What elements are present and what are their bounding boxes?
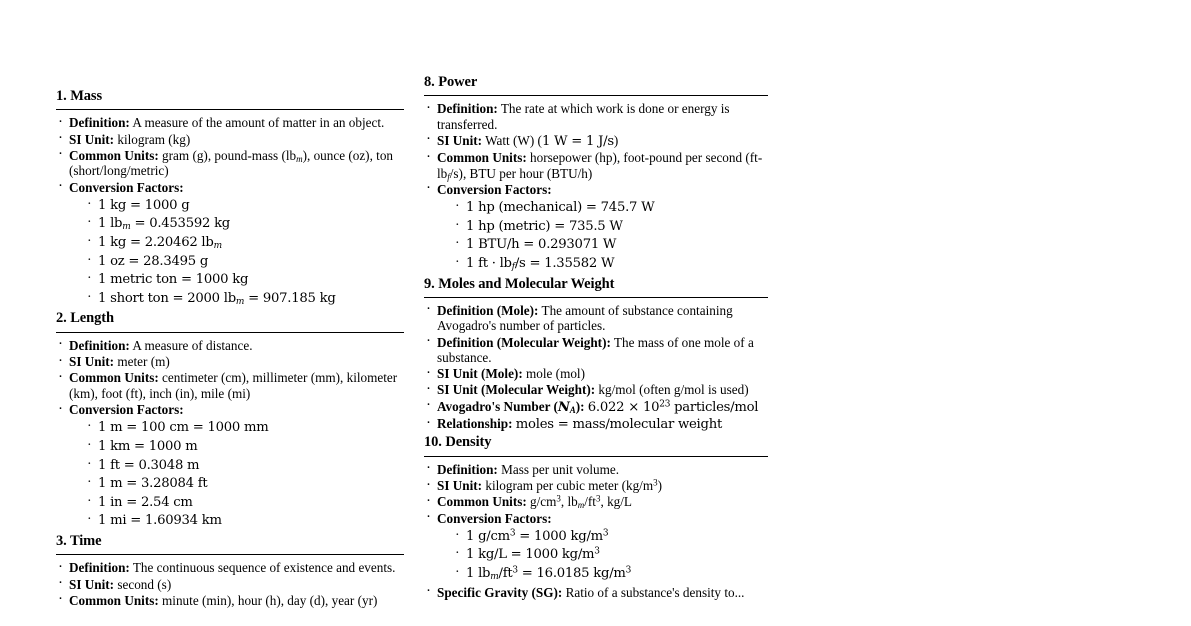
bullet-item xyxy=(424,585,768,600)
right-column xyxy=(424,74,768,602)
conversion-item: · 1 mi = 1.60934 km xyxy=(86,512,404,531)
bullet-item xyxy=(56,370,404,401)
bullet-item xyxy=(56,577,404,592)
left-column xyxy=(56,88,404,610)
bullet-item xyxy=(56,593,404,608)
section-length xyxy=(56,310,404,530)
bullet-item xyxy=(56,338,404,353)
bullet-text: moles = mass/molecular weight xyxy=(515,417,723,433)
conversion-item: · 1 in = 2.54 cm xyxy=(86,494,404,513)
bullet-item xyxy=(56,402,404,531)
bullet-item xyxy=(424,494,768,509)
section-bullet-list xyxy=(56,115,404,308)
bullet-label: Definition: xyxy=(69,337,130,353)
section-bullet-list xyxy=(56,560,404,608)
section-divider xyxy=(424,297,768,298)
section-divider xyxy=(424,456,768,457)
conversion-item: · 1 BTU/h = 0.293071 W xyxy=(454,236,768,255)
bullet-text: A measure of the amount of matter in an object. xyxy=(129,115,385,131)
section-divider xyxy=(56,332,404,333)
bullet-text: second (s) xyxy=(114,576,172,592)
section-moles xyxy=(424,276,768,433)
conversion-item: · 1 oz = 28.3495 g xyxy=(86,253,404,272)
bullet-text: $g/cm^3$, $lb_m/ft^3$, kg/L xyxy=(526,494,632,511)
conversion-list xyxy=(437,199,768,273)
section-divider xyxy=(56,109,404,110)
bullet-text: kilogram (kg) xyxy=(114,131,191,147)
section-divider xyxy=(56,554,404,555)
conversion-list xyxy=(69,197,404,309)
conversion-item: · 1 m = 3.28084 ft xyxy=(86,475,404,494)
bullet-item xyxy=(424,399,768,415)
conversion-item: · 1 $lb_m = 0.453592$ kg xyxy=(86,215,404,234)
bullet-item xyxy=(56,132,404,147)
conversion-list xyxy=(437,528,768,584)
conversion-item: · 1 metric ton = 1000 kg xyxy=(86,271,404,290)
bullet-label: Definition: xyxy=(437,461,498,477)
bullet-text: The amount of substance containing Avogadro's number of particles. xyxy=(437,302,733,334)
bullet-label: SI Unit (Molecular Weight): xyxy=(437,382,596,398)
bullet-label: Common Units: xyxy=(437,150,527,166)
bullet-label: SI Unit: xyxy=(437,132,483,148)
bullet-label: SI Unit: xyxy=(69,354,115,370)
section-heading: 8. Power xyxy=(424,74,478,90)
bullet-label: Conversion Factors: xyxy=(69,402,184,418)
bullet-item xyxy=(424,382,768,397)
bullet-item xyxy=(56,180,404,309)
bullet-item xyxy=(56,148,404,179)
section-power xyxy=(424,74,768,274)
bullet-label: Common Units: xyxy=(69,370,159,386)
bullet-label: Relationship: xyxy=(437,416,513,432)
section-density xyxy=(424,434,768,600)
bullet-text: Ratio of a substance's density to... xyxy=(562,584,745,600)
section-heading: 10. Density xyxy=(424,434,492,451)
bullet-text: horsepower (hp), foot-pound per second $(ft-lb_f/s)$, BTU per hour (BTU/h) xyxy=(437,150,763,182)
conversion-item: · 1 hp (mechanical) = 745.7 W xyxy=(454,199,768,218)
bullet-text: A measure of distance. xyxy=(129,337,253,353)
section-heading: 2. Length xyxy=(56,310,114,327)
bullet-item xyxy=(424,335,768,366)
bullet-text: Watt (W) (1 W = 1 J/s) xyxy=(482,132,619,149)
conversion-item: · 1 kg = 1000 g xyxy=(86,197,404,216)
section-bullet-list xyxy=(424,303,768,432)
bullet-item xyxy=(424,478,768,493)
bullet-label: Conversion Factors: xyxy=(69,179,184,195)
section-bullet-list xyxy=(56,338,404,531)
bullet-text: kg/mol (often g/mol is used) xyxy=(595,382,749,398)
bullet-item xyxy=(424,303,768,334)
bullet-text: $6.022 \times 10^{23}$ particles/mol xyxy=(587,399,759,415)
bullet-text: The continuous sequence of existence and events. xyxy=(129,560,396,576)
bullet-item xyxy=(424,101,768,132)
section-heading: 1. Mass xyxy=(56,88,103,104)
conversion-item: · 1 short ton = 2000 $lb_m = 907.185$ kg xyxy=(86,290,404,309)
conversion-item: · 1 m = 100 cm = 1000 mm xyxy=(86,419,404,438)
conversion-item: · 1 ft · $lb_f/s = 1.35582$ W xyxy=(454,255,768,274)
bullet-label: Conversion Factors: xyxy=(437,181,552,197)
bullet-label: Common Units: xyxy=(69,147,159,163)
conversion-item: · 1 hp (metric) = 735.5 W xyxy=(454,218,768,237)
section-mass xyxy=(56,88,404,308)
conversion-item: · 1 $g/cm^3 = 1000$ $kg/m^3$ xyxy=(454,528,768,547)
bullet-label: Common Units: xyxy=(437,494,527,510)
bullet-label: SI Unit (Mole): xyxy=(437,366,523,382)
section-divider xyxy=(424,95,768,96)
bullet-text: The rate at which work is done or energy is transferred. xyxy=(437,101,730,132)
bullet-item xyxy=(424,366,768,381)
bullet-label: Avogadro's Number $(N_A)$: xyxy=(437,398,585,415)
bullet-item xyxy=(56,354,404,369)
section-bullet-list xyxy=(424,462,768,600)
bullet-text: minute (min), hour (h), day (d), year (yr) xyxy=(158,592,378,608)
section-bullet-list xyxy=(424,101,768,273)
bullet-item xyxy=(424,416,768,432)
conversion-item: · 1 ft = 0.3048 m xyxy=(86,457,404,476)
bullet-label: Specific Gravity (SG): xyxy=(437,584,563,600)
bullet-label: Definition: xyxy=(69,560,130,576)
bullet-item xyxy=(424,133,768,149)
bullet-label: SI Unit: xyxy=(69,576,115,592)
bullet-text: gram (g), pound-mass $(lb_m)$, ounce (oz), ton (short/long/metric) xyxy=(69,147,394,179)
bullet-text: The mass of one mole of a substance. xyxy=(437,334,754,365)
conversion-item: · 1 km = 1000 m xyxy=(86,438,404,457)
bullet-item xyxy=(424,150,768,181)
bullet-label: Definition (Molecular Weight): xyxy=(437,334,611,350)
bullet-item xyxy=(56,115,404,130)
conversion-item: · 1 $lb_m/ft^3 = 16.0185$ $kg/m^3$ xyxy=(454,565,768,584)
section-heading: 3. Time xyxy=(56,532,102,549)
bullet-text: centimeter (cm), millimeter (mm), kilometer (km), foot (ft), inch (in), mile (mi) xyxy=(69,370,398,401)
bullet-label: SI Unit: xyxy=(437,478,483,493)
bullet-label: Definition: xyxy=(69,115,130,131)
conversion-item: · 1 kg = 2.20462 $lb_m$ xyxy=(86,234,404,253)
bullet-label: Definition: xyxy=(437,101,498,117)
conversion-item: · 1 kg/L = 1000 $kg/m^3$ xyxy=(454,546,768,565)
bullet-text: Mass per unit volume. xyxy=(497,461,620,477)
bullet-label: Definition (Mole): xyxy=(437,302,539,318)
bullet-item xyxy=(424,462,768,477)
bullet-text: meter (m) xyxy=(114,354,170,370)
bullet-item xyxy=(424,182,768,274)
bullet-label: Common Units: xyxy=(69,592,159,608)
bullet-item xyxy=(56,560,404,575)
bullet-text: mole (mol) xyxy=(522,366,585,382)
bullet-text: kilogram per cubic meter $(kg/m^3)$ xyxy=(482,477,662,493)
section-time xyxy=(56,533,404,608)
bullet-item xyxy=(424,511,768,584)
conversion-list xyxy=(69,419,404,531)
bullet-label: SI Unit: xyxy=(69,131,115,147)
bullet-label: Conversion Factors: xyxy=(437,510,552,526)
section-heading: 9. Moles and Molecular Weight xyxy=(424,275,615,292)
